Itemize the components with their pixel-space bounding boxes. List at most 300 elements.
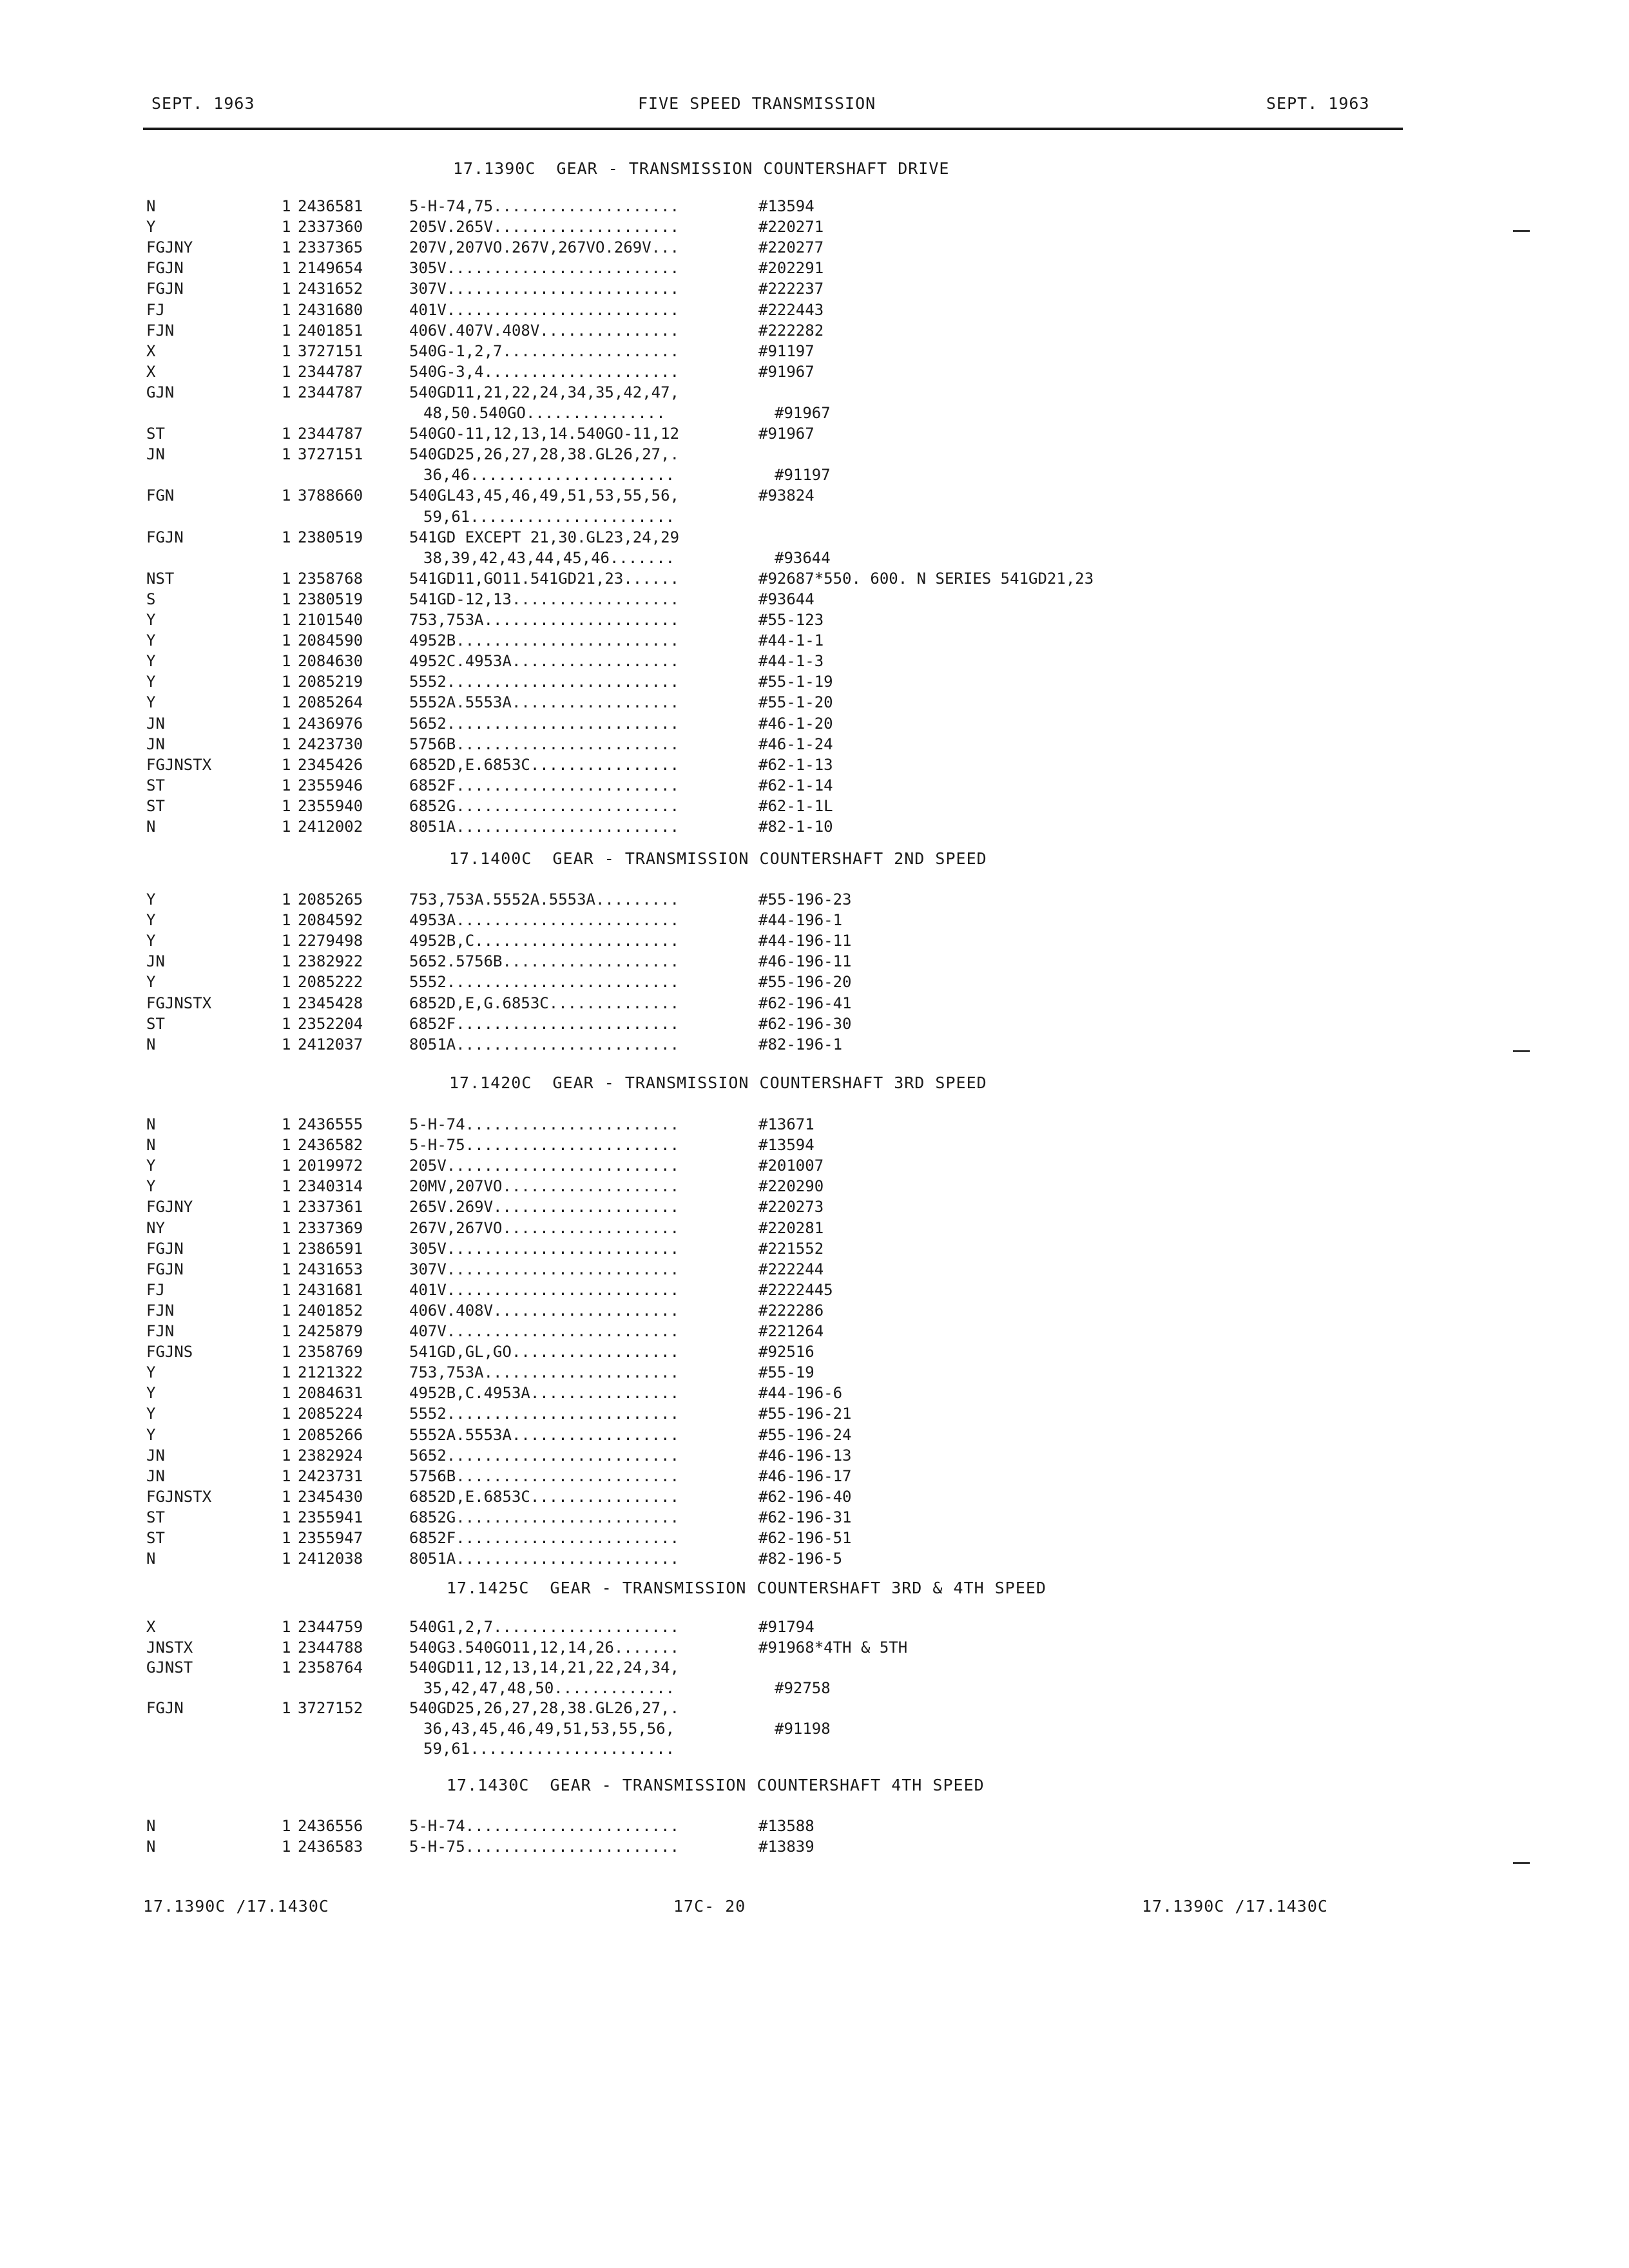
ref-number: #13839 <box>758 1837 815 1856</box>
ref-number: #93824 <box>758 486 815 505</box>
quantity: 1 <box>282 776 291 794</box>
quantity: 1 <box>282 1260 291 1278</box>
model-code: Y <box>146 1363 156 1382</box>
application-desc: 205V.265V.................... <box>409 218 680 236</box>
model-code: N <box>146 1035 156 1053</box>
continuation-desc: 59,61...................... <box>423 507 675 526</box>
part-number: 2337365 <box>298 238 363 257</box>
application-desc: 5-H-75....................... <box>409 1837 680 1856</box>
part-number: 2084590 <box>298 631 363 650</box>
quantity: 1 <box>282 445 291 464</box>
quantity: 1 <box>282 818 291 836</box>
quantity: 1 <box>282 486 291 505</box>
application-desc: 6852D,E.6853C................ <box>409 1487 680 1506</box>
margin-tick <box>1513 230 1530 232</box>
ref-number: #55-196-21 <box>758 1405 852 1423</box>
part-number: 2085219 <box>298 673 363 691</box>
ref-number: #82-196-5 <box>758 1550 843 1568</box>
quantity: 1 <box>282 1157 291 1175</box>
application-desc: 4952B........................ <box>409 631 680 650</box>
application-desc: 6852D,E.6853C................ <box>409 755 680 774</box>
model-code: FGJN <box>146 1699 184 1717</box>
quantity: 1 <box>282 259 291 278</box>
header-date-left: SEPT. 1963 <box>151 94 255 113</box>
model-code: NST <box>146 569 175 588</box>
footer-page-number: 17C- 20 <box>673 1897 746 1916</box>
application-desc: 4952B,C.4953A................ <box>409 1384 680 1403</box>
model-code: X <box>146 341 156 360</box>
continuation-desc: 35,42,47,48,50............. <box>423 1678 675 1697</box>
quantity: 1 <box>282 1301 291 1320</box>
quantity: 1 <box>282 1136 291 1155</box>
part-number: 2085266 <box>298 1425 363 1444</box>
part-number: 2355940 <box>298 796 363 815</box>
model-code: FGJN <box>146 259 184 278</box>
application-desc: 305V......................... <box>409 259 680 278</box>
part-number: 2019972 <box>298 1157 363 1175</box>
model-code: N <box>146 1115 156 1133</box>
ref-number: #55-196-23 <box>758 890 852 908</box>
model-code: Y <box>146 652 156 671</box>
ref-number: #202291 <box>758 259 824 278</box>
quantity: 1 <box>282 1425 291 1444</box>
ref-number: #92687*550. 600. N SERIES 541GD21,23 <box>758 569 1094 588</box>
ref-number: #62-196-31 <box>758 1508 852 1526</box>
ref-number: #222237 <box>758 280 824 298</box>
part-number: 2436976 <box>298 714 363 733</box>
ref-number: #221264 <box>758 1322 824 1340</box>
model-code: ST <box>146 776 165 794</box>
model-code: FJN <box>146 321 175 340</box>
quantity: 1 <box>282 1384 291 1403</box>
ref-number: #222443 <box>758 300 824 319</box>
model-code: ST <box>146 1014 165 1033</box>
ref-number: #2222445 <box>758 1280 833 1299</box>
model-code: FGJN <box>146 1260 184 1278</box>
ref-number: #220277 <box>758 238 824 257</box>
quantity: 1 <box>282 1466 291 1485</box>
model-code: Y <box>146 673 156 691</box>
quantity: 1 <box>282 1198 291 1216</box>
model-code: JN <box>146 1466 165 1485</box>
quantity: 1 <box>282 735 291 753</box>
application-desc: 5652......................... <box>409 1446 680 1465</box>
part-number: 2344759 <box>298 1618 363 1636</box>
part-number: 2412038 <box>298 1550 363 1568</box>
model-code: Y <box>146 1177 156 1196</box>
part-number: 2423730 <box>298 735 363 753</box>
part-number: 2436581 <box>298 197 363 215</box>
quantity: 1 <box>282 611 291 629</box>
application-desc: 6852D,E,G.6853C.............. <box>409 994 680 1012</box>
part-number: 2345428 <box>298 994 363 1012</box>
ref-number: #91197 <box>758 341 815 360</box>
ref-number: #91794 <box>758 1618 815 1636</box>
section-title: 17.1400C GEAR - TRANSMISSION COUNTERSHAFT 2ND SPEED <box>449 849 987 868</box>
ref-number: #220281 <box>758 1218 824 1237</box>
application-desc: 540G-1,2,7................... <box>409 341 680 360</box>
application-desc: 6852G........................ <box>409 796 680 815</box>
model-code: Y <box>146 218 156 236</box>
part-number: 2382924 <box>298 1446 363 1465</box>
application-desc: 541GD EXCEPT 21,30.GL23,24,29 <box>409 528 680 546</box>
ref-number: #220273 <box>758 1198 824 1216</box>
part-number: 2436556 <box>298 1817 363 1835</box>
part-number: 2337361 <box>298 1198 363 1216</box>
quantity: 1 <box>282 973 291 992</box>
ref-number: #91967 <box>758 425 815 443</box>
ref-number: #55-123 <box>758 611 824 629</box>
quantity: 1 <box>282 1115 291 1133</box>
model-code: FJ <box>146 300 165 319</box>
application-desc: 401V......................... <box>409 300 680 319</box>
application-desc: 753,753A..................... <box>409 611 680 629</box>
part-number: 2084592 <box>298 911 363 930</box>
application-desc: 540GD25,26,27,28,38.GL26,27,. <box>409 445 680 464</box>
ref-number: #62-196-51 <box>758 1529 852 1547</box>
application-desc: 6852F........................ <box>409 776 680 794</box>
model-code: FGJNS <box>146 1343 193 1361</box>
application-desc: 8051A........................ <box>409 1035 680 1053</box>
application-desc: 5552......................... <box>409 973 680 992</box>
part-number: 2345430 <box>298 1487 363 1506</box>
model-code: N <box>146 197 156 215</box>
ref-number: #13594 <box>758 197 815 215</box>
application-desc: 540G1,2,7.................... <box>409 1618 680 1636</box>
application-desc: 540GO-11,12,13,14.540GO-11,12 <box>409 425 680 443</box>
section-title: 17.1425C GEAR - TRANSMISSION COUNTERSHAFT 3RD & 4TH SPEED <box>447 1579 1046 1597</box>
quantity: 1 <box>282 673 291 691</box>
header-title: FIVE SPEED TRANSMISSION <box>638 94 876 113</box>
model-code: X <box>146 362 156 381</box>
part-number: 2352204 <box>298 1014 363 1033</box>
application-desc: 5-H-74,75.................... <box>409 197 680 215</box>
quantity: 1 <box>282 590 291 608</box>
model-code: Y <box>146 911 156 930</box>
ref-number: #13594 <box>758 1136 815 1155</box>
part-number: 2085222 <box>298 973 363 992</box>
continuation-desc: 38,39,42,43,44,45,46....... <box>423 548 675 567</box>
application-desc: 207V,207VO.267V,267VO.269V... <box>409 238 680 257</box>
ref-number: #220290 <box>758 1177 824 1196</box>
footer-range-left: 17.1390C /17.1430C <box>143 1897 329 1916</box>
quantity: 1 <box>282 1508 291 1526</box>
quantity: 1 <box>282 1699 291 1717</box>
model-code: Y <box>146 693 156 712</box>
section-title: 17.1430C GEAR - TRANSMISSION COUNTERSHAFT 4TH SPEED <box>447 1776 985 1794</box>
ref-number: #62-1-14 <box>758 776 833 794</box>
part-number: 2401852 <box>298 1301 363 1320</box>
ref-number: #220271 <box>758 218 824 236</box>
part-number: 2340314 <box>298 1177 363 1196</box>
application-desc: 265V.269V.................... <box>409 1198 680 1216</box>
part-number: 2344788 <box>298 1638 363 1657</box>
model-code: N <box>146 1550 156 1568</box>
application-desc: 753,753A.5552A.5553A......... <box>409 890 680 908</box>
model-code: FJ <box>146 1280 165 1299</box>
model-code: Y <box>146 1157 156 1175</box>
part-number: 2358769 <box>298 1343 363 1361</box>
quantity: 1 <box>282 1658 291 1677</box>
part-number: 2436555 <box>298 1115 363 1133</box>
margin-tick <box>1513 1050 1530 1052</box>
application-desc: 541GD-12,13.................. <box>409 590 680 608</box>
part-number: 3727151 <box>298 445 363 464</box>
quantity: 1 <box>282 1837 291 1856</box>
ref-number: #46-1-20 <box>758 714 833 733</box>
model-code: Y <box>146 1405 156 1423</box>
model-code: GJNST <box>146 1658 193 1677</box>
quantity: 1 <box>282 1343 291 1361</box>
ref-number: #93644 <box>758 590 815 608</box>
application-desc: 540GD11,21,22,24,34,35,42,47, <box>409 383 680 401</box>
model-code: N <box>146 1837 156 1856</box>
ref-number: #222282 <box>758 321 824 340</box>
quantity: 1 <box>282 755 291 774</box>
application-desc: 406V.407V.408V............... <box>409 321 680 340</box>
ref-number: #44-1-3 <box>758 652 824 671</box>
ref-number: #91198 <box>775 1719 831 1738</box>
part-number: 2412002 <box>298 818 363 836</box>
quantity: 1 <box>282 693 291 712</box>
ref-number: #13671 <box>758 1115 815 1133</box>
part-number: 2358768 <box>298 569 363 588</box>
quantity: 1 <box>282 796 291 815</box>
model-code: ST <box>146 425 165 443</box>
continuation-desc: 48,50.540GO............... <box>423 404 666 422</box>
quantity: 1 <box>282 1446 291 1465</box>
application-desc: 540G-3,4..................... <box>409 362 680 381</box>
model-code: Y <box>146 611 156 629</box>
model-code: FGJN <box>146 1239 184 1258</box>
section-title: 17.1390C GEAR - TRANSMISSION COUNTERSHAFT DRIVE <box>453 159 950 178</box>
ref-number: #44-1-1 <box>758 631 824 650</box>
application-desc: 6852F........................ <box>409 1529 680 1547</box>
quantity: 1 <box>282 911 291 930</box>
quantity: 1 <box>282 1638 291 1657</box>
ref-number: #82-1-10 <box>758 818 833 836</box>
application-desc: 406V.408V.................... <box>409 1301 680 1320</box>
quantity: 1 <box>282 1550 291 1568</box>
ref-number: #91197 <box>775 466 831 485</box>
part-number: 2436583 <box>298 1837 363 1856</box>
part-number: 2085224 <box>298 1405 363 1423</box>
quantity: 1 <box>282 1487 291 1506</box>
quantity: 1 <box>282 1280 291 1299</box>
continuation-desc: 36,43,45,46,49,51,53,55,56, <box>423 1719 675 1738</box>
part-number: 2101540 <box>298 611 363 629</box>
part-number: 2279498 <box>298 932 363 950</box>
part-number: 2344787 <box>298 383 363 401</box>
quantity: 1 <box>282 1218 291 1237</box>
application-desc: 6852F........................ <box>409 1014 680 1033</box>
model-code: FJN <box>146 1301 175 1320</box>
part-number: 2344787 <box>298 425 363 443</box>
ref-number: #62-196-41 <box>758 994 852 1012</box>
part-number: 2431652 <box>298 280 363 298</box>
part-number: 2382922 <box>298 952 363 971</box>
ref-number: #55-1-19 <box>758 673 833 691</box>
application-desc: 540GD11,12,13,14,21,22,24,34, <box>409 1658 680 1677</box>
ref-number: #46-196-11 <box>758 952 852 971</box>
ref-number: #201007 <box>758 1157 824 1175</box>
application-desc: 5-H-75....................... <box>409 1136 680 1155</box>
quantity: 1 <box>282 425 291 443</box>
quantity: 1 <box>282 528 291 546</box>
quantity: 1 <box>282 300 291 319</box>
part-number: 2084630 <box>298 652 363 671</box>
application-desc: 540G3.540GO11,12,14,26....... <box>409 1638 680 1657</box>
model-code: Y <box>146 890 156 908</box>
application-desc: 20MV,207VO................... <box>409 1177 680 1196</box>
model-code: FGJNY <box>146 1198 193 1216</box>
application-desc: 541GD11,GO11.541GD21,23...... <box>409 569 680 588</box>
part-number: 2412037 <box>298 1035 363 1053</box>
section-title: 17.1420C GEAR - TRANSMISSION COUNTERSHAFT 3RD SPEED <box>449 1073 987 1092</box>
model-code: Y <box>146 1384 156 1403</box>
part-number: 3727152 <box>298 1699 363 1717</box>
ref-number: #91968*4TH & 5TH <box>758 1638 908 1657</box>
part-number: 2337360 <box>298 218 363 236</box>
part-number: 3727151 <box>298 341 363 360</box>
quantity: 1 <box>282 1363 291 1382</box>
ref-number: #221552 <box>758 1239 824 1258</box>
quantity: 1 <box>282 1322 291 1340</box>
margin-tick <box>1513 1862 1530 1864</box>
model-code: N <box>146 818 156 836</box>
ref-number: #222244 <box>758 1260 824 1278</box>
quantity: 1 <box>282 569 291 588</box>
quantity: 1 <box>282 952 291 971</box>
ref-number: #55-196-20 <box>758 973 852 992</box>
model-code: N <box>146 1136 156 1155</box>
part-number: 2149654 <box>298 259 363 278</box>
quantity: 1 <box>282 1014 291 1033</box>
part-number: 2121322 <box>298 1363 363 1382</box>
quantity: 1 <box>282 652 291 671</box>
application-desc: 5-H-74....................... <box>409 1115 680 1133</box>
quantity: 1 <box>282 714 291 733</box>
quantity: 1 <box>282 994 291 1012</box>
application-desc: 307V......................... <box>409 1260 680 1278</box>
part-number: 2380519 <box>298 590 363 608</box>
model-code: FGJNSTX <box>146 1487 212 1506</box>
application-desc: 753,753A..................... <box>409 1363 680 1382</box>
application-desc: 4952C.4953A.................. <box>409 652 680 671</box>
quantity: 1 <box>282 280 291 298</box>
model-code: X <box>146 1618 156 1636</box>
ref-number: #46-1-24 <box>758 735 833 753</box>
model-code: ST <box>146 1508 165 1526</box>
model-code: JN <box>146 445 165 464</box>
part-number: 2425879 <box>298 1322 363 1340</box>
part-number: 3788660 <box>298 486 363 505</box>
ref-number: #55-1-20 <box>758 693 833 712</box>
application-desc: 540GD25,26,27,28,38.GL26,27,. <box>409 1699 680 1717</box>
ref-number: #55-196-24 <box>758 1425 852 1444</box>
application-desc: 5652......................... <box>409 714 680 733</box>
quantity: 1 <box>282 383 291 401</box>
application-desc: 4952B,C...................... <box>409 932 680 950</box>
part-number: 2337369 <box>298 1218 363 1237</box>
application-desc: 205V......................... <box>409 1157 680 1175</box>
part-number: 2401851 <box>298 321 363 340</box>
quantity: 1 <box>282 1035 291 1053</box>
part-number: 2084631 <box>298 1384 363 1403</box>
part-number: 2355947 <box>298 1529 363 1547</box>
quantity: 1 <box>282 321 291 340</box>
application-desc: 8051A........................ <box>409 818 680 836</box>
quantity: 1 <box>282 1405 291 1423</box>
ref-number: #222286 <box>758 1301 824 1320</box>
model-code: JN <box>146 714 165 733</box>
ref-number: #93644 <box>775 548 831 567</box>
part-number: 2355946 <box>298 776 363 794</box>
model-code: JN <box>146 735 165 753</box>
application-desc: 401V......................... <box>409 1280 680 1299</box>
model-code: ST <box>146 796 165 815</box>
part-number: 2358764 <box>298 1658 363 1677</box>
model-code: NY <box>146 1218 165 1237</box>
footer-range-right: 17.1390C /17.1430C <box>1142 1897 1328 1916</box>
part-number: 2355941 <box>298 1508 363 1526</box>
model-code: Y <box>146 1425 156 1444</box>
part-number: 2436582 <box>298 1136 363 1155</box>
model-code: N <box>146 1817 156 1835</box>
ref-number: #44-196-6 <box>758 1384 843 1403</box>
ref-number: #62-196-40 <box>758 1487 852 1506</box>
quantity: 1 <box>282 362 291 381</box>
part-number: 2380519 <box>298 528 363 546</box>
part-number: 2344787 <box>298 362 363 381</box>
model-code: Y <box>146 631 156 650</box>
model-code: JN <box>146 952 165 971</box>
ref-number: #91967 <box>775 404 831 422</box>
model-code: FJN <box>146 1322 175 1340</box>
quantity: 1 <box>282 932 291 950</box>
part-number: 2431680 <box>298 300 363 319</box>
ref-number: #82-196-1 <box>758 1035 843 1053</box>
application-desc: 5552A.5553A.................. <box>409 1425 680 1444</box>
ref-number: #62-1-13 <box>758 755 833 774</box>
header-date-right: SEPT. 1963 <box>1266 94 1370 113</box>
ref-number: #62-196-30 <box>758 1014 852 1033</box>
ref-number: #91967 <box>758 362 815 381</box>
quantity: 1 <box>282 341 291 360</box>
quantity: 1 <box>282 1177 291 1196</box>
model-code: FGN <box>146 486 175 505</box>
model-code: FGJNSTX <box>146 755 212 774</box>
header-rule <box>143 128 1403 130</box>
model-code: JNSTX <box>146 1638 193 1657</box>
application-desc: 307V......................... <box>409 280 680 298</box>
application-desc: 5552......................... <box>409 1405 680 1423</box>
quantity: 1 <box>282 218 291 236</box>
application-desc: 4953A........................ <box>409 911 680 930</box>
part-number: 2423731 <box>298 1466 363 1485</box>
ref-number: #46-196-17 <box>758 1466 852 1485</box>
model-code: GJN <box>146 383 175 401</box>
ref-number: #44-196-1 <box>758 911 843 930</box>
application-desc: 407V......................... <box>409 1322 680 1340</box>
model-code: S <box>146 590 156 608</box>
application-desc: 540GL43,45,46,49,51,53,55,56, <box>409 486 680 505</box>
model-code: Y <box>146 932 156 950</box>
ref-number: #92758 <box>775 1678 831 1697</box>
quantity: 1 <box>282 1618 291 1636</box>
quantity: 1 <box>282 238 291 257</box>
continuation-desc: 36,46...................... <box>423 466 675 485</box>
